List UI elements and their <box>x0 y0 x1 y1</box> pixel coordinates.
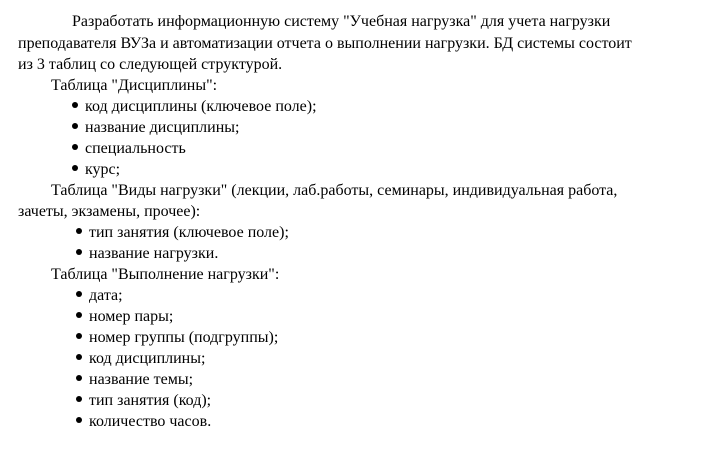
table-load-execution-title: Таблица "Выполнение нагрузки": <box>51 266 280 283</box>
bullet-icon <box>72 102 78 108</box>
list-item-text: номер пары; <box>89 308 174 325</box>
intro-line-2: преподавателя ВУЗа и автоматизации отчета о выполнении нагрузки. БД системы состоит <box>18 35 632 52</box>
list-item <box>76 328 278 349</box>
intro-line-1: Разработать информационную систему "Учебная нагрузка" для учета нагрузки <box>72 13 611 30</box>
list-item <box>72 97 317 118</box>
list-item <box>76 286 123 307</box>
table-load-types-title-line-1: Таблица "Виды нагрузки" (лекции, лаб.работы, семинары, индивидуальная работа, <box>51 182 618 199</box>
table-load-types-title-line-2: зачеты, экзамены, прочее): <box>18 203 201 220</box>
list-item <box>76 244 218 265</box>
bullet-icon <box>76 291 82 297</box>
list-item-text: специальность <box>85 140 186 157</box>
list-item <box>72 118 239 139</box>
bullet-icon <box>76 333 82 339</box>
list-item <box>76 349 205 370</box>
list-item <box>72 160 120 181</box>
list-item-text: тип занятия (ключевое поле); <box>89 224 289 241</box>
bullet-icon <box>76 228 82 234</box>
bullet-icon <box>72 144 78 150</box>
list-item <box>76 412 211 433</box>
table-disciplines-title: Таблица "Дисциплины": <box>51 77 218 94</box>
list-item-text: тип занятия (код); <box>89 392 212 409</box>
bullet-icon <box>76 354 82 360</box>
list-item-text: название дисциплины; <box>85 119 240 136</box>
list-item-text: код дисциплины; <box>89 350 206 367</box>
list-item-text: код дисциплины (ключевое поле); <box>85 98 317 115</box>
list-item <box>76 370 193 391</box>
bullet-icon <box>72 123 78 129</box>
list-item-text: название темы; <box>89 371 194 388</box>
list-item <box>76 223 289 244</box>
list-item-text: название нагрузки. <box>89 245 219 262</box>
bullet-icon <box>76 375 82 381</box>
list-item <box>76 391 211 412</box>
bullet-icon <box>72 165 78 171</box>
bullet-icon <box>76 312 82 318</box>
bullet-icon <box>76 396 82 402</box>
bullet-icon <box>76 417 82 423</box>
intro-line-3: из 3 таблиц со следующей структурой. <box>18 56 283 73</box>
list-item <box>72 139 186 160</box>
list-item <box>76 307 173 328</box>
list-item-text: номер группы (подгруппы); <box>89 329 279 346</box>
list-item-text: дата; <box>89 287 123 304</box>
list-item-text: количество часов. <box>89 413 212 430</box>
bullet-icon <box>76 249 82 255</box>
list-item-text: курс; <box>85 161 121 178</box>
